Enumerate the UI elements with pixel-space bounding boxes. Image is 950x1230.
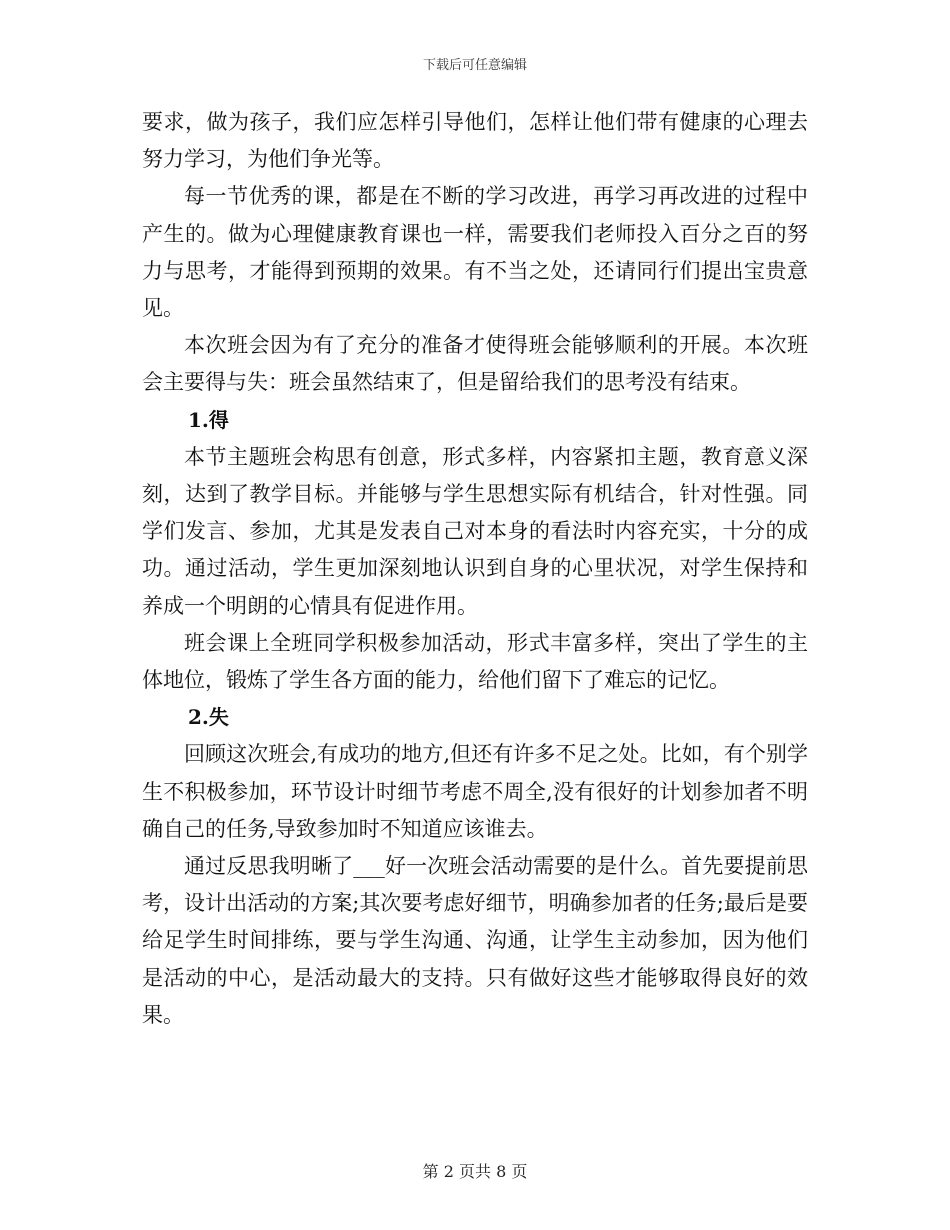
paragraph-continuation: 要求，做为孩子，我们应怎样引导他们，怎样让他们带有健康的心理去努力学习，为他们争光等。 <box>142 110 808 172</box>
page-footer: 第 2 页共 8 页 <box>422 1162 528 1181</box>
heading-losses: 2.失 <box>188 705 229 730</box>
paragraph-gains-detail: 本节主题班会构思有创意，形式多样，内容紧扣主题，教育意义深刻，达到了教学目标。并能够与学生思想实际有机结合，针对性强。同学们发言、参加，尤其是发表自己对本身的看法时内容充实，十分的成功。通过活动，学生更加深刻地认识到自身的心里状况，对学生保持和养成一个明朗的心情具有促进作用。 <box>142 444 808 618</box>
document-body <box>142 104 808 1034</box>
paragraph-gains-activity: 班会课上全班同学积极参加活动，形式丰富多样，突出了学生的主体地位，锻炼了学生各方面的能力，给他们留下了难忘的记忆。 <box>142 630 808 693</box>
paragraph-excellent-lesson: 每一节优秀的课，都是在不断的学习改进，再学习再改进的过程中产生的。做为心理健康教育课也一样，需要我们老师投入百分之百的努力与思考，才能得到预期的效果。有不当之处，还请同行们提出宝贵意见。 <box>142 184 808 321</box>
paragraph-reflection: 通过反思我明晰了___好一次班会活动需要的是什么。首先要提前思考，设计出活动的方案;其次要考虑好细节，明确参加者的任务;最后是要给足学生时间排练，要与学生沟通、沟通，让学生主动参加，因为他们是活动的中心，是活动最大的支持。只有做好这些才能够取得良好的效果。 <box>142 854 808 1027</box>
paragraph-class-meeting-intro: 本次班会因为有了充分的准备才使得班会能够顺利的开展。本次班会主要得与失：班会虽然结束了，但是留给我们的思考没有结束。 <box>142 333 808 395</box>
heading-gains: 1.得 <box>188 407 229 432</box>
paragraph-losses-detail: 回顾这次班会,有成功的地方,但还有许多不足之处。比如，有个别学生不积极参加，环节设计时细节考虑不周全,没有很好的计划参加者不明确自己的任务,导致参加时不知道应该谁去。 <box>142 742 808 841</box>
page-header: 下载后可任意编辑 <box>422 58 527 73</box>
